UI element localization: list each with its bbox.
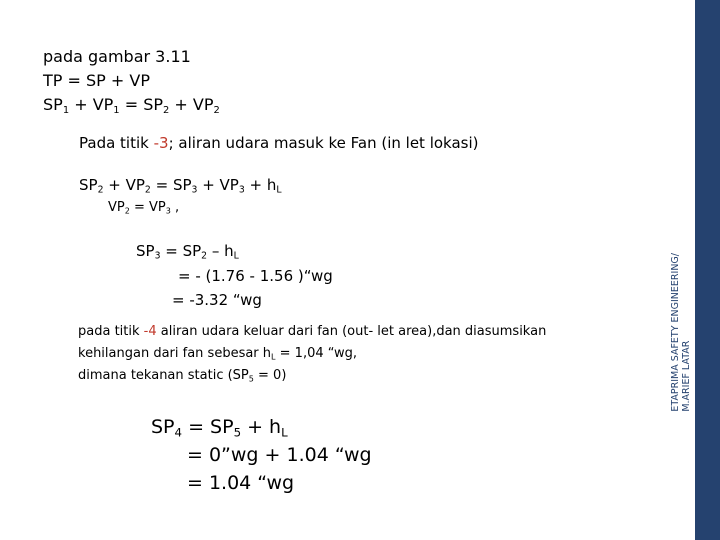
title-line-3: $SP_1 + VP_1 = SP_2 + VP_2$ [43, 95, 220, 116]
point4-equation-2: = 0”wg + 1.04 “wg [187, 444, 372, 466]
sidebar-label-strip [668, 0, 695, 540]
right-sidebar [668, 0, 720, 540]
title-line-2: TP = SP + VP [43, 71, 150, 90]
point3-heading: Pada titik -3; aliran udara masuk ke Fan (in let lokasi) [79, 134, 479, 152]
point3-number: -3 [153, 134, 169, 152]
sidebar-credit [670, 253, 694, 412]
point4-equation-1: $SP_4 = SP_5 + h_L$ [151, 416, 288, 440]
point4-paragraph-line-2: kehilangan dari fan sebesar $h_L = 1,04$ “wg, [78, 346, 358, 362]
point4-equation-3: = 1.04 “wg [187, 472, 295, 494]
title-line-1: pada gambar 3.11 [43, 47, 191, 66]
point3-equation-1: $SP_2 + VP_2 = SP_3 + VP_3 + h_L$ [79, 176, 282, 196]
point3-calc-1: $SP_3 = SP_2 - h_L$ [136, 242, 239, 262]
point3-calc-3: = -3.32 “wg [172, 291, 262, 309]
point4-number: -4 [143, 324, 157, 339]
sidebar-credit-line-1: ETAPRIMA SAFETY ENGINEERING/ [670, 253, 681, 412]
point4-paragraph-line-1: pada titik -4 aliran udara keluar dari fan (out- let area),dan diasumsikan [78, 324, 547, 339]
point4-paragraph-line-3: dimana tekanan static $(SP_5 = 0)$ [78, 368, 287, 384]
point3-calc-2: = - (1.76 - 1.56 )“wg [178, 267, 333, 285]
sidebar-credit-line-2: M.ARIEF LATAR [681, 340, 692, 412]
point3-equation-2: $VP_2 = VP_3$ , [108, 200, 180, 216]
